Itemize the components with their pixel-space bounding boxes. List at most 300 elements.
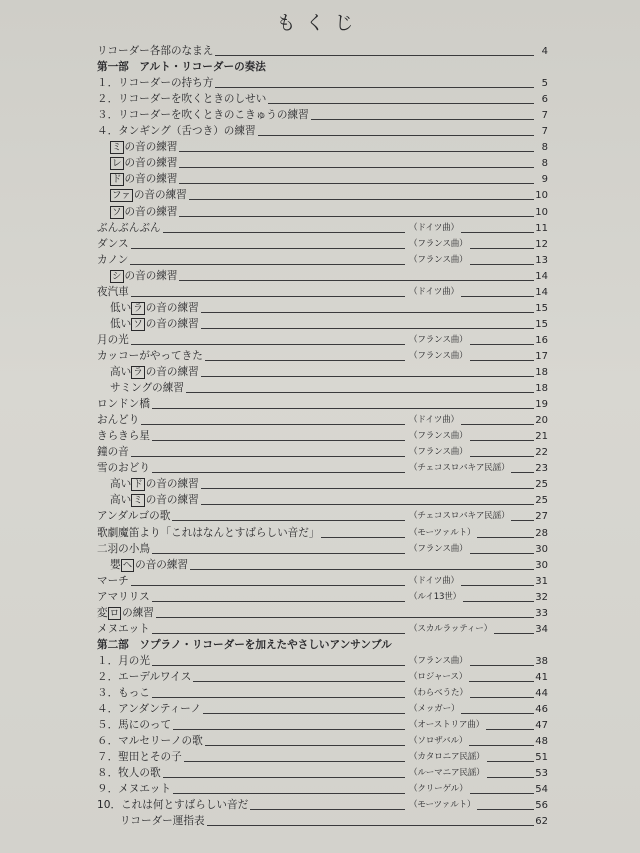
page-number: 4	[541, 46, 548, 57]
toc-entry-title	[97, 606, 154, 621]
toc-entry-title	[110, 558, 188, 573]
toc-entry-text: ２．リコーダーを吹くときのしせい	[97, 93, 267, 106]
toc-entry-title	[97, 44, 213, 59]
note-name-box: ロ	[109, 607, 120, 619]
leader-line	[207, 825, 534, 826]
toc-entry	[0, 574, 640, 589]
toc-entry	[0, 397, 640, 412]
leader-line	[193, 681, 405, 682]
leader-line	[172, 520, 405, 521]
toc-entry-title	[97, 798, 248, 813]
page-number: 28	[535, 527, 548, 539]
page-number: 47	[535, 720, 548, 732]
toc-entry	[0, 140, 640, 155]
leader-line	[141, 424, 405, 425]
toc-entry-text: 高い	[110, 478, 132, 491]
page-number: 56	[535, 800, 548, 812]
toc-entry-title	[97, 92, 266, 107]
leader-line	[190, 569, 534, 570]
toc-entry-text: おんどり	[97, 414, 140, 427]
leader-line	[268, 103, 534, 104]
toc-entry-text: アンダルゴの歌	[97, 510, 171, 523]
toc-entry-title	[97, 590, 150, 605]
leader-line	[131, 456, 405, 457]
toc-entry	[0, 253, 640, 268]
leader-line	[173, 793, 405, 794]
leader-line	[487, 777, 534, 778]
leader-line	[470, 360, 534, 361]
toc-entry	[0, 477, 640, 492]
toc-entry-title	[97, 60, 266, 75]
toc-entry	[0, 349, 640, 364]
note-name-box: ソ	[133, 318, 143, 330]
composer-note: （ソロザバル）	[409, 736, 468, 747]
toc-entry-title	[97, 108, 309, 123]
toc-entry-text: 10．これは何とすばらしい音だ	[97, 799, 249, 812]
page-number: 27	[535, 511, 548, 523]
leader-line	[470, 697, 534, 698]
toc-entry	[0, 413, 640, 428]
leader-line	[511, 472, 534, 473]
note-name-box: ミ	[133, 495, 143, 507]
leader-line	[173, 729, 405, 730]
toc-entry-title	[97, 509, 170, 524]
composer-note: （ルーマニア民謡）	[409, 768, 485, 779]
toc-entry-text: の音の練習	[124, 157, 178, 170]
page-number: 22	[535, 447, 548, 459]
toc-entry-text: ４．アンダンティーノ	[97, 703, 202, 716]
toc-entry	[0, 782, 640, 797]
toc-entry-text: の音の練習	[124, 141, 178, 154]
toc-entry	[0, 445, 640, 460]
page-number: 10	[535, 206, 548, 218]
toc-entry	[0, 670, 640, 685]
toc-entry-text: の音の練習	[124, 173, 178, 186]
toc-entry-title	[120, 814, 205, 829]
toc-entry-title	[110, 317, 199, 332]
toc-entry-text: ４．タンギング（舌つき）の練習	[97, 125, 256, 138]
leader-line	[469, 681, 534, 682]
toc-entry-title	[97, 686, 150, 701]
toc-entry-text: 夜汽車	[97, 285, 129, 298]
toc-entry	[0, 461, 640, 476]
toc-entry-title	[110, 172, 177, 187]
toc-entry-title	[97, 221, 161, 236]
toc-entry-text: の音の練習	[124, 205, 178, 218]
leader-line	[201, 488, 534, 489]
toc-entry-text: 高い	[110, 366, 132, 378]
composer-note: （わらべうた）	[409, 688, 468, 698]
page-title: もくじ	[276, 12, 364, 34]
page-number: 48	[535, 736, 548, 748]
leader-line	[477, 537, 534, 538]
toc-entry-text: アマリリス	[97, 590, 150, 603]
page-number: 25	[535, 495, 548, 507]
toc-entry-text: マーチ	[97, 574, 129, 587]
page-number: 20	[535, 415, 548, 427]
toc-entry-text: 鐘の音	[97, 446, 129, 459]
toc-entry-text: の音の練習	[145, 478, 199, 491]
toc-entry-text: カッコーがやってきた	[97, 349, 203, 362]
leader-line	[152, 472, 405, 473]
leader-line	[201, 328, 534, 329]
page-number: 51	[535, 752, 548, 764]
page-number: 31	[535, 575, 548, 587]
toc-entry-title	[97, 766, 161, 781]
leader-line	[461, 424, 534, 425]
composer-note: （フランス曲）	[409, 334, 468, 345]
leader-line	[215, 87, 534, 88]
page-number: 15	[535, 302, 548, 314]
page-number: 30	[535, 543, 548, 555]
leader-line	[494, 633, 534, 634]
composer-note: （クリーゲル）	[409, 784, 468, 795]
toc-entry-title	[97, 333, 129, 348]
toc-entry	[0, 734, 640, 749]
page-number: 38	[535, 655, 548, 667]
toc-entry	[0, 44, 640, 59]
composer-note: （ルイ13世）	[409, 591, 462, 602]
toc-entry	[0, 205, 640, 220]
leader-line	[152, 601, 405, 602]
toc-entry	[0, 814, 640, 829]
leader-line	[131, 585, 405, 586]
toc-entry-text: ６．マルセリーノの歌	[97, 735, 203, 748]
toc-entry-text: カノン	[97, 253, 129, 266]
toc-entry-title	[97, 124, 256, 139]
leader-line	[179, 280, 534, 281]
toc-entry-title	[97, 670, 191, 685]
leader-line	[470, 264, 534, 265]
leader-line	[461, 296, 534, 297]
toc-entry-text: ダンス	[97, 237, 129, 250]
toc-entry-text: １．リコーダーの持ち方	[97, 77, 214, 90]
toc-entry-text: 第二部 ソプラノ・リコーダーを加えたやさしいアンサンブル	[97, 638, 392, 651]
leader-line	[131, 296, 405, 297]
leader-line	[215, 55, 534, 56]
toc-entry-text: ７．聖田とその子	[97, 751, 182, 764]
toc-entry	[0, 590, 640, 605]
toc-entry-text: 変	[97, 606, 108, 619]
composer-note: （フランス曲）	[409, 431, 468, 442]
leader-line	[470, 553, 534, 554]
toc-entry-title	[110, 156, 177, 171]
toc-entry-text: 第一部 アルト・リコーダーの奏法	[97, 61, 266, 74]
leader-line	[470, 793, 534, 794]
toc-entry-text: ３．リコーダーを吹くときのこきゅうの練習	[97, 109, 309, 122]
note-name-box: ヘ	[122, 559, 133, 571]
page-number: 32	[535, 591, 548, 603]
page-number: 8	[541, 142, 548, 154]
leader-line	[250, 809, 405, 810]
composer-note: （ドイツ曲）	[409, 415, 459, 426]
toc-entry	[0, 622, 640, 637]
page-number: 10	[535, 190, 548, 202]
toc-entry	[0, 702, 640, 717]
leader-line	[201, 312, 534, 313]
leader-line	[152, 440, 405, 441]
toc-entry-text: の音の練習	[145, 494, 199, 507]
composer-note: （モーツァルト）	[409, 800, 476, 811]
toc-entry-title	[97, 285, 129, 300]
leader-line	[163, 232, 405, 233]
toc-entry-text: 嬰	[110, 558, 121, 571]
toc-entry	[0, 269, 640, 284]
leader-line	[470, 456, 534, 457]
leader-line	[152, 408, 534, 409]
toc-entry	[0, 76, 640, 91]
toc-entry-title	[97, 413, 139, 428]
leader-line	[201, 376, 534, 377]
leader-line	[311, 119, 534, 120]
toc-entry	[0, 606, 640, 621]
toc-entry	[0, 766, 640, 781]
leader-line	[179, 183, 534, 184]
composer-note: （フランス曲）	[409, 447, 468, 458]
leader-line	[205, 360, 405, 361]
toc-entry-text: 歌劇魔笛より「これはなんとすばらしい音だ」	[97, 526, 320, 539]
composer-note: （スカルラッティー）	[409, 623, 493, 634]
leader-line	[201, 504, 534, 505]
composer-note: （ドイツ曲）	[409, 286, 459, 297]
composer-note: （チェコスロバキア民謡）	[409, 463, 510, 474]
page-number: 33	[535, 607, 548, 619]
leader-line	[184, 761, 405, 762]
toc-entry-title	[97, 461, 150, 476]
composer-note: （フランス曲）	[409, 350, 468, 361]
toc-entry	[0, 188, 640, 203]
leader-line	[131, 248, 405, 249]
composer-note: （オーストリア曲）	[409, 720, 485, 731]
toc-entry-title	[97, 349, 203, 364]
composer-note: （フランス曲）	[409, 655, 468, 666]
page-number: 7	[541, 110, 548, 122]
page-number: 15	[535, 318, 548, 330]
toc-entry-text: ９．メヌエット	[97, 783, 171, 796]
toc-entry	[0, 493, 640, 508]
toc-entry-title	[97, 76, 213, 91]
toc-entry-text: リコーダー運指表	[120, 815, 205, 828]
leader-line	[470, 665, 534, 666]
toc-entry-title	[97, 574, 129, 589]
toc-entry-text: ５．馬にのって	[97, 719, 172, 732]
toc-entry-text: １．月の光	[97, 654, 150, 667]
leader-line	[461, 232, 534, 233]
leader-line	[258, 135, 534, 136]
page-number: 6	[541, 94, 548, 106]
leader-line	[470, 344, 534, 345]
page-number: 7	[541, 126, 548, 138]
composer-note: （メッガー）	[409, 704, 460, 715]
toc-entry-text: の音の練習	[145, 366, 199, 378]
toc-entry	[0, 381, 640, 396]
composer-note: （ロジャース）	[409, 671, 468, 682]
leader-line	[152, 697, 405, 698]
leader-line	[152, 553, 405, 554]
leader-line	[156, 617, 534, 618]
toc-entry-text: の音の練習	[133, 189, 187, 202]
toc-entry-text: 低い	[110, 301, 132, 314]
note-name-box: ミ	[112, 142, 122, 154]
composer-note: （フランス曲）	[409, 543, 468, 554]
page-number: 25	[535, 479, 548, 491]
toc-entry-title	[97, 397, 150, 412]
toc-entry-title	[110, 205, 177, 220]
leader-line	[461, 585, 534, 586]
composer-note: （ドイツ曲）	[409, 575, 459, 586]
toc-entry	[0, 365, 640, 380]
page-number: 18	[535, 383, 548, 395]
toc-entry-title	[110, 381, 184, 396]
page-number: 30	[535, 559, 548, 571]
page-number: 53	[535, 768, 548, 780]
leader-line	[179, 216, 534, 217]
toc-entry	[0, 221, 640, 236]
page-number: 17	[535, 350, 548, 362]
toc-entry-text: 雪のおどり	[97, 462, 150, 475]
toc-section-heading	[0, 638, 640, 653]
leader-line	[179, 167, 534, 168]
toc-entry	[0, 124, 640, 139]
toc-entry-text: 高い	[110, 494, 132, 507]
leader-line	[179, 151, 534, 152]
page-number: 14	[535, 270, 548, 282]
toc-entry	[0, 526, 640, 541]
page-number: 62	[535, 816, 548, 828]
toc-entry-text: ８．牧人の歌	[97, 767, 161, 780]
toc-entry-text: サミングの練習	[110, 382, 184, 395]
page-number: 21	[535, 431, 548, 443]
page-number: 44	[535, 688, 548, 699]
leader-line	[477, 809, 534, 810]
toc-entry	[0, 317, 640, 332]
composer-note: （モーツァルト）	[409, 527, 476, 538]
toc-entry-text: の音の練習	[135, 558, 189, 571]
toc-entry-text: 低い	[110, 317, 132, 330]
toc-entry	[0, 509, 640, 524]
leader-line	[470, 248, 534, 249]
note-name-box: レ	[112, 158, 122, 170]
toc-entry	[0, 172, 640, 187]
page-number: 16	[535, 334, 548, 346]
toc-entry-title	[97, 526, 319, 541]
note-name-box: ド	[133, 479, 143, 491]
page-number: 11	[535, 222, 548, 234]
toc-entry-title	[97, 702, 201, 717]
leader-line	[163, 777, 405, 778]
page-number: 14	[535, 286, 548, 298]
toc-entry-title	[97, 750, 182, 765]
toc-entry-text: の音の練習	[145, 317, 199, 330]
leader-line	[487, 761, 534, 762]
toc-entry	[0, 558, 640, 573]
toc-entry	[0, 301, 640, 316]
toc-entry	[0, 333, 640, 348]
toc-entry-text: の練習	[122, 606, 154, 619]
page-number: 8	[541, 158, 548, 170]
toc-entry	[0, 798, 640, 813]
toc-entry-text: ぶんぶんぶん	[97, 221, 161, 234]
toc-entry	[0, 654, 640, 669]
toc-entry-text: リコーダー各部のなまえ	[97, 45, 214, 57]
toc-entry-text: の音の練習	[124, 269, 178, 282]
toc-entry-title	[110, 365, 199, 380]
toc-entry	[0, 542, 640, 557]
toc-entry-title	[110, 301, 199, 316]
leader-line	[186, 392, 534, 393]
toc-entry-text: 月の光	[97, 333, 129, 346]
toc-entry	[0, 429, 640, 444]
toc-entry-text: の音の練習	[145, 301, 199, 314]
toc-entry-title	[110, 493, 199, 508]
leader-line	[321, 537, 405, 538]
toc-entry-text: メヌエット	[97, 622, 150, 635]
leader-line	[511, 520, 534, 521]
toc-entry	[0, 686, 640, 701]
leader-line	[189, 199, 534, 200]
composer-note: （チェコスロバキア民謡）	[409, 511, 510, 522]
toc-entry	[0, 108, 640, 123]
leader-line	[205, 745, 405, 746]
note-name-box: ラ	[133, 367, 143, 378]
page-number: 41	[535, 671, 548, 683]
toc-entry-title	[97, 429, 150, 444]
toc-entry-title	[110, 477, 199, 492]
page-number: 12	[535, 238, 548, 250]
composer-note: （カタロニア民謡）	[409, 752, 485, 763]
composer-note: （フランス曲）	[409, 238, 468, 249]
toc-entry-title	[110, 188, 187, 203]
leader-line	[203, 713, 405, 714]
toc-entry-title	[97, 654, 150, 669]
leader-line	[486, 729, 534, 730]
leader-line	[470, 440, 534, 441]
leader-line	[152, 633, 405, 634]
toc-entry-title	[97, 622, 150, 637]
composer-note: （ドイツ曲）	[409, 222, 459, 233]
page-number: 13	[535, 254, 548, 266]
toc-entry-title	[97, 542, 150, 557]
page-number: 9	[541, 174, 548, 186]
page-number: 34	[535, 623, 548, 635]
leader-line	[131, 344, 405, 345]
note-name-box: ソ	[112, 206, 122, 218]
leader-line	[152, 665, 405, 666]
toc-entry-title	[97, 718, 171, 733]
toc-entry-text: ３．もっこ	[97, 687, 150, 699]
toc-entry	[0, 156, 640, 171]
toc-entry	[0, 92, 640, 107]
toc-entry	[0, 718, 640, 733]
page-number: 46	[535, 704, 548, 716]
page-number: 23	[535, 463, 548, 475]
toc-entry-title	[97, 734, 203, 749]
page-number: 54	[535, 784, 548, 796]
note-name-box: ファ	[112, 190, 131, 202]
toc-entry-text: ２．エーデルワイス	[97, 670, 192, 683]
leader-line	[461, 713, 534, 714]
page-number: 19	[535, 399, 548, 411]
toc-section-heading	[0, 60, 640, 75]
leader-line	[463, 601, 534, 602]
note-name-box: シ	[112, 270, 122, 282]
toc-entry	[0, 750, 640, 765]
page-number: 18	[535, 367, 548, 378]
toc-entry-text: ロンドン橋	[97, 398, 150, 411]
page-number: 5	[541, 78, 548, 90]
toc-entry-title	[97, 237, 129, 252]
toc-entry-text: 二羽の小鳥	[97, 542, 150, 555]
